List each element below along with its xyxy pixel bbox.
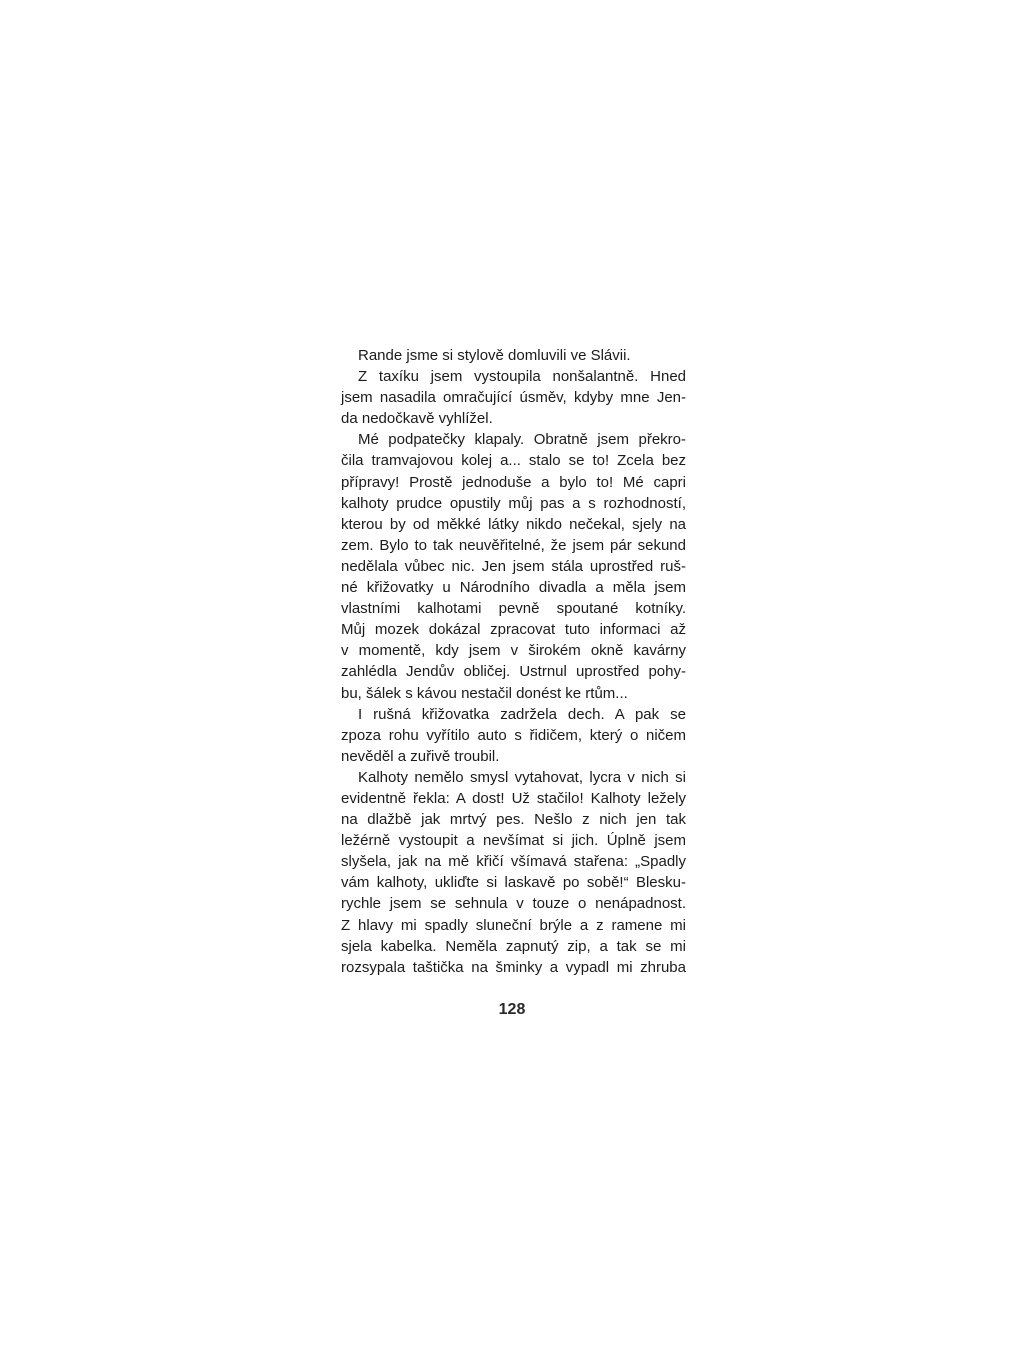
text-line: kalhoty prudce opustily můj pas a s rozhodností, [341,494,686,512]
text-line: evidentně řekla: A dost! Už stačilo! Kalhoty ležely [341,789,686,807]
text-line: zem. Bylo to tak neuvěřitelné, že jsem pár sekund [341,536,686,554]
text-line: Kalhoty nemělo smysl vytahovat, lycra v nich si [358,768,686,786]
text-line: rozsypala taštička na šminky a vypadl mi zhruba [341,958,686,976]
body-text [341,345,686,978]
paragraph [341,767,686,978]
text-line: vám kalhoty, ukliďte si laskavě po sobě!“ Blesku- [341,874,686,892]
paragraph [341,429,686,703]
text-line: sjela kabelka. Neměla zapnutý zip, a tak se mi [341,937,686,955]
text-line: da nedočkavě vyhlížel. [341,410,493,428]
text-line: Můj mozek dokázal zpracovat tuto informaci až [341,621,686,639]
text-line: zahlédla Jendův obličej. Ustrnul uprostřed pohy- [341,663,686,681]
text-line: ležérně vystoupit a nevšímat si jich. Úplně jsem [341,832,686,850]
text-line: přípravy! Prostě jednoduše a bylo to! Mé capri [341,473,686,491]
paragraph [341,366,686,429]
text-line: bu, šálek s kávou nestačil donést ke rtům... [341,684,628,702]
text-line: jsem nasadila omračující úsměv, kdyby mne Jen- [341,389,686,407]
text-line: Rande jsme si stylově domluvili ve Slávii. [358,347,631,364]
page-number: 128 [498,1001,526,1018]
text-line: nevěděl a zuřivě troubil. [341,747,500,765]
text-line: v momentě, kdy jsem v širokém okně kavárny [341,642,686,660]
text-line: nedělala vůbec nic. Jen jsem stála uprostřed ruš- [341,557,686,575]
text-line: na dlažbě jak mrtvý pes. Nešlo z nich jen tak [341,811,686,829]
text-line: I rušná křižovatka zadržela dech. A pak se [358,705,686,723]
text-line: vlastními kalhotami pevně spoutané kotníky. [341,600,686,618]
text-line: čila tramvajovou kolej a... stalo se to! Zcela bez [341,452,686,470]
paragraph [341,345,686,366]
text-line: Z taxíku jsem vystoupila nonšalantně. Hned [358,368,686,386]
text-line: zpoza rohu vyřítilo auto s řidičem, který o ničem [341,726,686,744]
text-line: slyšela, jak na mě křičí všímavá stařena: „Spadly [341,853,686,871]
text-line: rychle jsem se sehnula v touze o nenápadnost. [341,895,686,913]
text-line: Mé podpatečky klapaly. Obratně jsem překro- [358,431,686,449]
text-line: Z hlavy mi spadly sluneční brýle a z ramene mi [341,916,686,934]
text-line: kterou by od měkké látky nikdo nečekal, sjely na [341,515,686,533]
paragraph [341,704,686,767]
text-line: né křižovatky u Národního divadla a měla jsem [341,579,686,597]
